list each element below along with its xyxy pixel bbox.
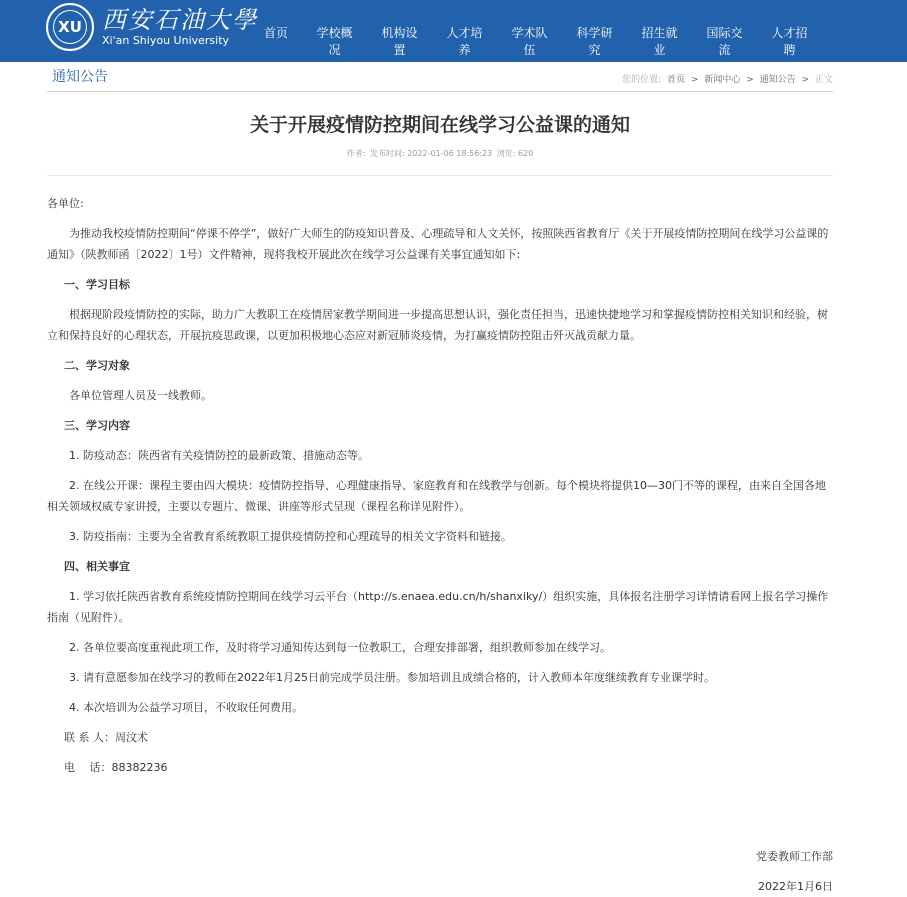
section-heading: 三、学习内容: [64, 419, 130, 432]
meta-views: 浏览: 620: [496, 149, 534, 158]
nav-home[interactable]: 首页: [263, 26, 288, 40]
breadcrumb-home[interactable]: 首页: [667, 75, 686, 85]
section-heading: 二、学习对象: [64, 359, 130, 372]
breadcrumb-news[interactable]: 新闻中心: [704, 75, 741, 85]
paragraph: 3. 请有意愿参加在线学习的教师在2022年1月25日前完成学员注册。参加培训且成绩合格的，计入教师本年度继续教育专业课学时。: [69, 671, 715, 684]
article-meta: [47, 148, 833, 159]
paragraph: 电 话：88382236: [64, 761, 168, 774]
paragraph: 为推动我校疫情防控期间“停课不停学”，做好广大师生的防疫知识普及、心理疏导和人文关怀，按照陕西省教育厅《关于开展疫情防控期间在线学习公益课的通知》（陕教师函〔2022〕1号）文件精神，现将我校开展此次在线学习公益课有关事宜通知如下:: [47, 227, 829, 261]
divider: [47, 175, 833, 176]
nav-research[interactable]: 科学研究: [576, 26, 613, 57]
section-title: 通知公告: [52, 69, 108, 85]
breadcrumb-separator: >: [801, 75, 810, 85]
seal-icon: XU: [46, 3, 94, 51]
breadcrumb-label: 您的位置:: [622, 75, 662, 85]
nav-admissions[interactable]: 招生就业: [641, 26, 678, 57]
logo-chinese-name: 西安石油大學: [102, 6, 258, 34]
paragraph: 2. 在线公开课：课程主要由四大模块：疫情防控指导、心理健康指导、家庭教育和在线教学与创新。每个模块将提供10—30门不等的课程，由来自全国各地相关领域权威专家讲授，主要以专题片、微课、讲座等形式呈现（课程名称详见附件）。: [47, 479, 826, 513]
section-heading: 一、学习目标: [64, 278, 130, 291]
nav-education[interactable]: 人才培养: [446, 26, 483, 57]
paragraph: 1. 防疫动态：陕西省有关疫情防控的最新政策、措施动态等。: [69, 449, 369, 462]
breadcrumb-current: 正文: [814, 75, 833, 85]
meta-author: 作者:: [346, 149, 366, 158]
nav-recruitment[interactable]: 人才招聘: [771, 26, 808, 57]
university-logo[interactable]: [46, 3, 258, 51]
signature: 党委教师工作部: [756, 850, 833, 863]
paragraph: 2. 各单位要高度重视此项工作，及时将学习通知传达到每一位教职工，合理安排部署，组织教师参加在线学习。: [69, 641, 611, 654]
paragraph: 3. 防疫指南：主要为全省教育系统教职工提供疫情防控和心理疏导的相关文字资料和链接。: [69, 530, 512, 543]
nav-about[interactable]: 学校概况: [316, 26, 353, 57]
paragraph: 1. 学习依托陕西省教育系统疫情防控期间在线学习云平台（http://s.enaea.edu.cn/h/shanxiky/）组织实施，具体报名注册学习详情请看网上报名学习操作指南（见附件）。: [47, 590, 829, 624]
breadcrumb: [619, 72, 833, 85]
paragraph: 各单位:: [47, 197, 84, 210]
section-bar: [47, 62, 833, 92]
paragraph: 根据现阶段疫情防控的实际，助力广大教职工在疫情居家教学期间进一步提高思想认识，强化责任担当，迅速快捷地学习和掌握疫情防控相关知识和经验，树立和保持良好的心理状态，开展抗疫思政课，以更加积极地心态应对新冠肺炎疫情，为打赢疫情防控阻击歼灭战贡献力量。: [47, 308, 828, 342]
paragraph: 各单位管理人员及一线教师。: [69, 389, 212, 402]
article-body: [47, 193, 833, 897]
date: 2022年1月6日: [758, 880, 833, 893]
breadcrumb-separator: >: [746, 75, 754, 85]
meta-publish-time: 发布时间: 2022-01-06 18:56:23: [369, 149, 493, 158]
nav-organization[interactable]: 机构设置: [381, 26, 418, 57]
section-heading: 四、相关事宜: [64, 560, 130, 573]
logo-english-name: Xi'an Shiyou University: [102, 34, 230, 47]
breadcrumb-separator: >: [690, 75, 699, 85]
paragraph: 联 系 人：周汶术: [64, 731, 148, 744]
main-nav: [252, 24, 832, 58]
nav-faculty[interactable]: 学术队伍: [511, 26, 548, 57]
nav-international[interactable]: 国际交流: [706, 26, 743, 57]
paragraph: 4. 本次培训为公益学习项目，不收取任何费用。: [69, 701, 303, 714]
site-header: [0, 0, 907, 62]
breadcrumb-notices[interactable]: 通知公告: [759, 75, 796, 85]
article-title: 关于开展疫情防控期间在线学习公益课的通知: [249, 114, 630, 136]
